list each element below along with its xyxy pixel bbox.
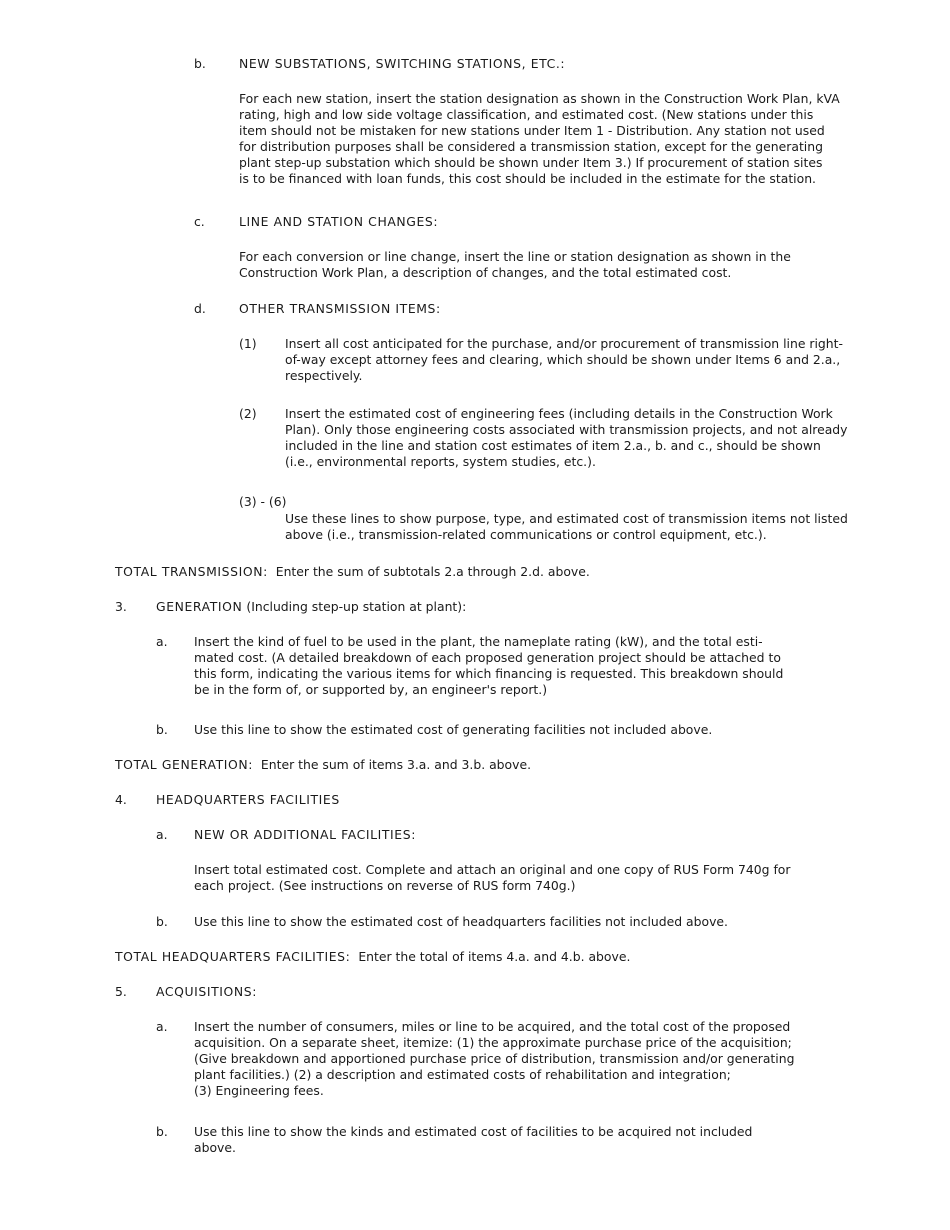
text-line: each project. (See instructions on reverse of RUS form 740g.) <box>194 878 576 893</box>
section-heading: GENERATION <box>156 599 243 614</box>
text-line: Insert the kind of fuel to be used in the plant, the nameplate rating (kW), and the total esti- <box>194 634 763 649</box>
text-line: above (i.e., transmission-related communications or control equipment, etc.). <box>285 527 767 542</box>
item-marker: b. <box>156 914 168 929</box>
text-line: above. <box>194 1140 236 1155</box>
text-line: respectively. <box>285 368 363 383</box>
total-text: Enter the sum of items 3.a. and 3.b. above. <box>260 757 532 772</box>
text-line: Insert all cost anticipated for the purchase, and/or procurement of transmission line right- <box>285 336 843 351</box>
text-line: Plan). Only those engineering costs associated with transmission projects, and not already <box>285 422 848 437</box>
section-number: 4. <box>115 792 127 807</box>
text-line: this form, indicating the various items for which financing is requested. This breakdown should <box>194 666 784 681</box>
section-number: 5. <box>115 984 127 999</box>
paragraph <box>194 1124 752 1156</box>
paragraph <box>285 511 848 543</box>
text-line: for distribution purposes shall be considered a transmission station, except for the generating <box>239 139 823 154</box>
text-line: be in the form of, or supported by, an engineer's report.) <box>194 682 548 697</box>
section-heading: LINE AND STATION CHANGES: <box>239 214 439 229</box>
text-line: of-way except attorney fees and clearing, which should be shown under Items 6 and 2.a., <box>285 352 841 367</box>
text-line: Insert the number of consumers, miles or line to be acquired, and the total cost of the proposed <box>194 1019 791 1034</box>
total-row <box>115 949 630 965</box>
item-marker: b. <box>194 56 206 71</box>
item-marker: a. <box>156 827 168 842</box>
text-line: plant facilities.) (2) a description and estimated costs of rehabilitation and integration; <box>194 1067 731 1082</box>
subitem-marker: (3) - (6) <box>239 494 287 509</box>
text-line: For each conversion or line change, insert the line or station designation as shown in the <box>239 249 791 264</box>
item-marker: d. <box>194 301 206 316</box>
paragraph <box>285 336 843 384</box>
text-line: included in the line and station cost estimates of item 2.a., b. and c., should be shown <box>285 438 821 453</box>
total-row <box>115 564 590 580</box>
text-line: (Give breakdown and apportioned purchase price of distribution, transmission and/or generating <box>194 1051 795 1066</box>
subitem-marker: (2) <box>239 406 257 421</box>
text-line: Use this line to show the estimated cost of headquarters facilities not included above. <box>194 914 728 929</box>
text-line: acquisition. On a separate sheet, itemize: (1) the approximate purchase price of the acquisition; <box>194 1035 792 1050</box>
section-number: 3. <box>115 599 127 614</box>
item-marker: b. <box>156 722 168 737</box>
section-heading: NEW SUBSTATIONS, SWITCHING STATIONS, ETC.: <box>239 56 566 71</box>
text-line: (i.e., environmental reports, system studies, etc.). <box>285 454 596 469</box>
section-heading: HEADQUARTERS FACILITIES <box>156 792 340 807</box>
text-line: Use this line to show the estimated cost of generating facilities not included above. <box>194 722 713 737</box>
paragraph <box>239 249 791 281</box>
text-line: is to be financed with loan funds, this cost should be included in the estimate for the station. <box>239 171 816 186</box>
total-label: TOTAL TRANSMISSION: <box>115 564 268 579</box>
total-label: TOTAL HEADQUARTERS FACILITIES: <box>115 949 351 964</box>
text-line: plant step-up substation which should be shown under Item 3.) If procurement of station sites <box>239 155 823 170</box>
text-line: mated cost. (A detailed breakdown of each proposed generation project should be attached to <box>194 650 781 665</box>
total-text: Enter the total of items 4.a. and 4.b. above. <box>358 949 631 964</box>
text-line: For each new station, insert the station designation as shown in the Construction Work Plan, kVA <box>239 91 840 106</box>
subitem-marker: (1) <box>239 336 257 351</box>
section-heading-note: (Including step-up station at plant): <box>246 599 467 614</box>
text-line: item should not be mistaken for new stations under Item 1 - Distribution. Any station not used <box>239 123 825 138</box>
subsection-heading: NEW OR ADDITIONAL FACILITIES: <box>194 827 416 842</box>
paragraph <box>239 91 840 187</box>
paragraph <box>194 862 791 894</box>
text-line: Construction Work Plan, a description of changes, and the total estimated cost. <box>239 265 732 280</box>
item-marker: a. <box>156 634 168 649</box>
total-text: Enter the sum of subtotals 2.a through 2.d. above. <box>275 564 590 579</box>
total-row <box>115 757 531 773</box>
text-line: Use these lines to show purpose, type, and estimated cost of transmission items not listed <box>285 511 848 526</box>
item-marker: a. <box>156 1019 168 1034</box>
text-line: Insert the estimated cost of engineering fees (including details in the Construction Work <box>285 406 833 421</box>
item-marker: c. <box>194 214 205 229</box>
item-marker: b. <box>156 1124 168 1139</box>
paragraph <box>194 634 783 698</box>
text-line: (3) Engineering fees. <box>194 1083 324 1098</box>
section-heading: OTHER TRANSMISSION ITEMS: <box>239 301 441 316</box>
total-label: TOTAL GENERATION: <box>115 757 254 772</box>
text-line: Use this line to show the kinds and estimated cost of facilities to be acquired not included <box>194 1124 753 1139</box>
text-line: Insert total estimated cost. Complete and attach an original and one copy of RUS Form 740g for <box>194 862 791 877</box>
paragraph <box>194 1019 794 1099</box>
section-heading: ACQUISITIONS: <box>156 984 257 999</box>
section-heading-row <box>156 599 466 615</box>
paragraph <box>285 406 848 470</box>
text-line: rating, high and low side voltage classification, and estimated cost. (New stations under this <box>239 107 814 122</box>
